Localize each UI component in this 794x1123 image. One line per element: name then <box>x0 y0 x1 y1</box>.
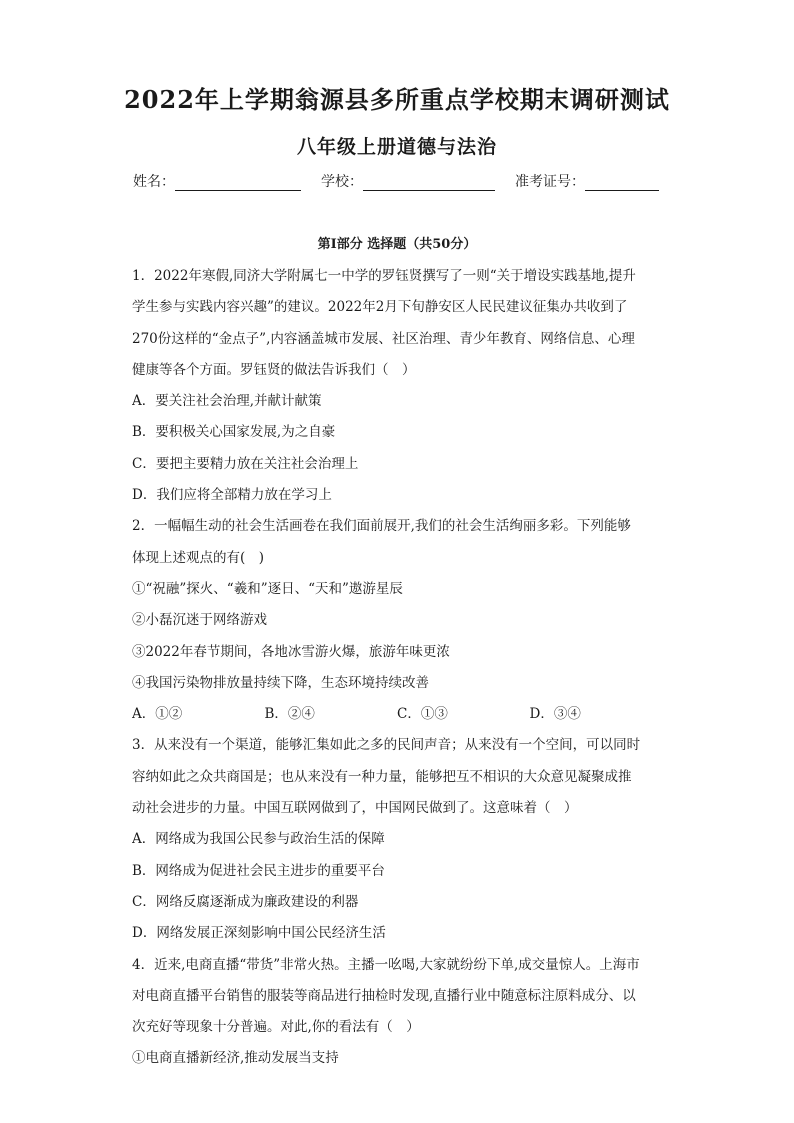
question-stem-line: 2．一幅幅生动的社会生活画卷在我们面前展开,我们的社会生活绚丽多彩。下列能够 <box>132 518 631 535</box>
question-stem-line: 4．近来,电商直播“带货”非常火热。主播一吆喝,大家就纷纷下单,成交量惊人。上海市 <box>132 956 640 973</box>
option-a: A．网络成为我国公民参与政治生活的保障 <box>132 831 385 848</box>
section-title: 第Ⅰ部分 选择题（共50分） <box>317 237 477 252</box>
option-a: A．①② <box>132 706 183 723</box>
options-row <box>132 699 662 730</box>
school-field <box>321 171 495 191</box>
question-stem-line: 次充好等现象十分普遍。对此,你的看法有（ ） <box>132 1019 420 1036</box>
school-blank[interactable] <box>363 175 495 191</box>
statement-item: ①电商直播新经济,推动发展当支持 <box>132 1050 339 1067</box>
name-label: 姓名： <box>133 174 175 190</box>
option-d: D．我们应将全部精力放在学习上 <box>132 487 332 504</box>
name-blank[interactable] <box>175 175 301 191</box>
question-3 <box>132 730 662 949</box>
student-info-row <box>133 171 663 191</box>
exam-no-label: 准考证号： <box>515 174 585 190</box>
statement-item: ①“祝融”探火、“羲和”逐日、“天和”遨游星辰 <box>132 580 403 597</box>
question-stem-line: 270份这样的“金点子”,内容涵盖城市发展、社区治理、青少年教育、网络信息、心理 <box>132 330 635 347</box>
option-b: B．要积极关心国家发展,为之自豪 <box>132 424 336 441</box>
option-d: D．③④ <box>529 706 581 723</box>
option-c: C．①③ <box>397 706 448 723</box>
option-d: D．网络发展正深刻影响中国公民经济生活 <box>132 925 386 942</box>
question-stem-line: 对电商直播平台销售的服装等商品进行抽检时发现,直播行业中随意标注原料成分、以 <box>132 987 636 1004</box>
exam-subtitle: 八年级上册道德与法治 <box>296 136 497 158</box>
question-stem-line: 动社会进步的力量。中国互联网做到了，中国网民做到了。这意味着（ ） <box>132 800 578 817</box>
question-stem-line: 体现上述观点的有( ) <box>132 549 265 566</box>
question-1 <box>132 261 662 511</box>
option-b: B．②④ <box>264 706 315 723</box>
exam-title: 2022年上学期翁源县多所重点学校期末调研测试 <box>124 85 670 114</box>
question-stem-line: 1．2022年寒假,同济大学附属七一中学的罗钰贤撰写了一则“关于增设实践基地,提升 <box>132 268 636 284</box>
option-c: C．要把主要精力放在关注社会治理上 <box>132 455 359 472</box>
statement-item: ③2022年春节期间，各地冰雪游火爆，旅游年味更浓 <box>132 643 450 660</box>
exam-no-blank[interactable] <box>585 175 659 191</box>
option-b: B．网络成为促进社会民主进步的重要平台 <box>132 862 385 879</box>
question-stem-line: 学生参与实践内容兴趣”的建议。2022年2月下旬静安区人民民建议征集办共收到了 <box>132 299 628 316</box>
questions <box>132 261 662 1075</box>
question-4 <box>132 950 662 1075</box>
statement-item: ②小磊沉迷于网络游戏 <box>132 612 267 629</box>
statement-item: ④我国污染物排放量持续下降，生态环境持续改善 <box>132 674 429 691</box>
school-label: 学校： <box>321 174 363 190</box>
question-2 <box>132 511 662 730</box>
option-c: C．网络反腐逐渐成为廉政建设的利器 <box>132 893 359 910</box>
exam-no-field <box>515 171 659 191</box>
question-stem-line: 健康等各个方面。罗钰贤的做法告诉我们（ ） <box>132 361 416 378</box>
question-stem-line: 容纳如此之众共商国是；也从来没有一种力量，能够把互不相识的大众意见凝聚成推 <box>132 768 632 785</box>
name-field <box>133 171 301 191</box>
option-a: A．要关注社会治理,并献计献策 <box>132 393 322 410</box>
question-stem-line: 3．从来没有一个渠道，能够汇集如此之多的民间声音；从来没有一个空间，可以同时 <box>132 737 641 754</box>
